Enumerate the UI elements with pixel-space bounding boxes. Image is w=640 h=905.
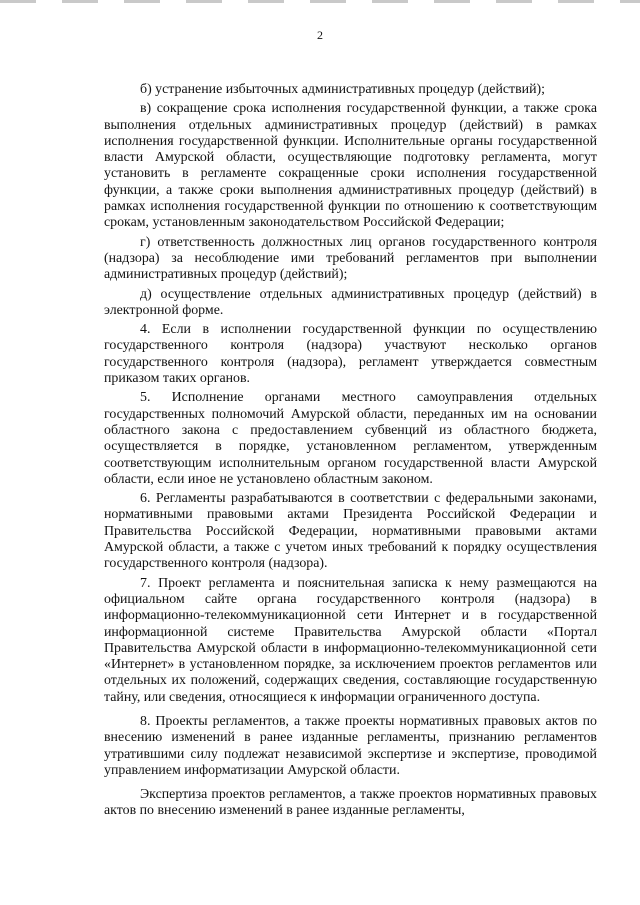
paragraph-7: 7. Проект регламента и пояснительная записка к нему размещаются на официальном сайте органа государственного контроля (надзора) в информационно-телекоммуникационной сети Интернет и в государственной информационной системе Правительства Амурской области «Портал Правительства Амурской области в информационно-телекоммуникационной сети «Интернет» в установленном порядке, за исключением проектов регламентов или отдельных их положений, содержащих сведения, составляющие государственную тайну, или сведения, относящиеся к информации ограниченного доступа. xyxy=(104,575,597,705)
paragraph-expertise: Экспертиза проектов регламентов, а также проектов нормативных правовых актов по внесению изменений в ранее изданные регламенты, xyxy=(104,787,597,819)
paragraph-d: д) осуществление отдельных административных процедур (действий) в электронной форме. xyxy=(104,286,597,318)
paragraph-b: б) устранение избыточных административных процедур (действий); xyxy=(140,82,546,97)
paragraph-g: г) ответственность должностных лиц органов государственного контроля (надзора) за несоблюдение ими требований регламентов при выполнении административных процедур (действий); xyxy=(104,234,597,283)
paragraph-4: 4. Если в исполнении государственной функции по осуществлению государственного контроля (надзора) участвуют несколько органов государственного контроля (надзора), регламент утверждается совместным приказом таких органов. xyxy=(104,322,597,387)
document-body xyxy=(104,82,597,823)
paragraph-8: 8. Проекты регламентов, а также проекты нормативных правовых актов по внесению изменений в ранее изданные регламенты, признанию регламентов утратившими силу подлежат независимой экспертизе и экспертизе, проводимой управлением информатизации Амурской области. xyxy=(104,713,597,778)
paragraph-v: в) сокращение срока исполнения государственной функции, а также срока выполнения отдельных административных процедур (действий) в рамках исполнения государственной функции. Исполнительные органы государственной власти Амурской области, осуществляющие подготовку регламента, могут установить в регламенте сокращенные сроки исполнения государственной функции, а также сроки выполнения административных процедур (действий) в рамках исполнения государственной функции по отношению к соответствующим срокам, установленным законодательством Российской Федерации; xyxy=(104,101,597,231)
page-number: 2 xyxy=(317,28,323,42)
paragraph-6: 6. Регламенты разрабатываются в соответствии с федеральными законами, нормативными правовыми актами Президента Российской Федерации и Правительства Российской Федерации, нормативными правовыми актами Амурской области, а также с учетом иных требований к порядку осуществления государственного контроля (надзора). xyxy=(104,491,597,572)
paragraph-5: 5. Исполнение органами местного самоуправления отдельных государственных полномочий Амурской области, переданных им на основании областного закона с предоставлением субвенций из областного бюджета, осуществляется в порядке, установленном регламентом, утвержденным соответствующим исполнительным органом государственной власти Амурской области, если иное не установлено областным законом. xyxy=(104,390,597,487)
scan-edge-strip xyxy=(0,0,640,3)
